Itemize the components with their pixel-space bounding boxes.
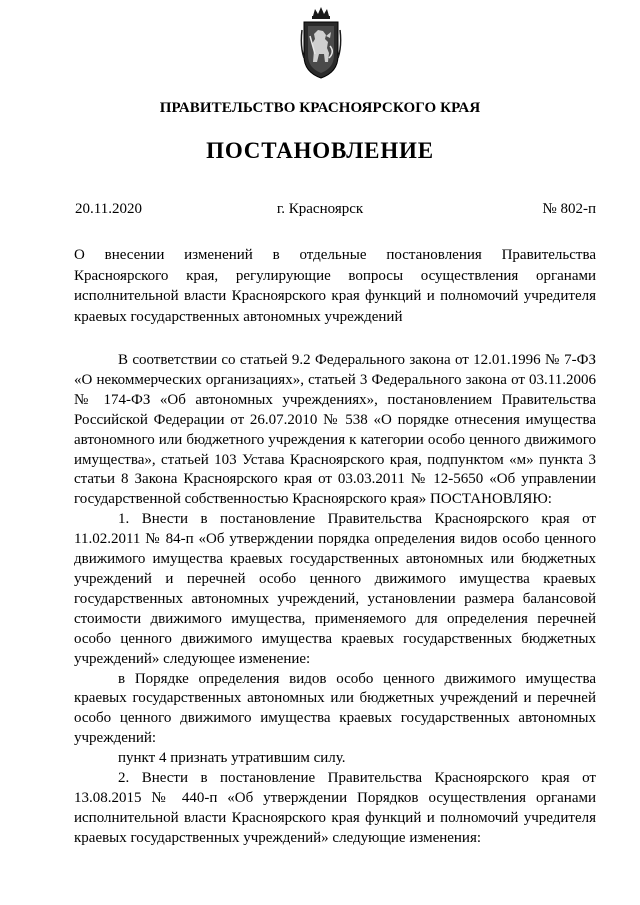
body-paragraph-preamble: В соответствии со статьей 9.2 Федерального закона от 12.01.1996 № 7-ФЗ «О некоммерческих организациях», статьей 3 Федерального закона от 03.11.2006 № 174-ФЗ «Об автономных учреждениях», постановлением Правительства Российской Федерации от 26.07.2010 № 538 «О порядке отнесения имущества автономного или бюджетного учреждения к категории особо ценного движимого имущества», статьей 103 Устава Красноярского края, подпунктом «м» пункта 3 статьи 8 Закона Красноярского края от 03.03.2011 № 12-5650 «Об управлении государственной собственностью Красноярского края» ПОСТАНОВЛЯЮ: [74,352,596,508]
document-subject: О внесении изменений в отдельные постановления Правительства Красноярского края, регулирующие вопросы осуществления органами исполнительной власти Красноярского края функций и полномочий учредителя краевых государственных автономных учреждений [74,247,596,325]
document-date: 20.11.2020 [75,201,142,217]
document-number: № 802-п [542,201,596,217]
government-title: ПРАВИТЕЛЬСТВО КРАСНОЯРСКОГО КРАЯ [159,100,481,116]
document-body [74,351,596,849]
document-type-heading: ПОСТАНОВЛЕНИЕ [206,138,434,163]
coat-of-arms-icon [300,6,342,80]
body-paragraph-item-2: 2. Внести в постановление Правительства Красноярского края от 13.08.2015 № 440-п «Об утверждении Порядков осуществления органами исполнительной власти Красноярского края функций и полномочий учредителя краевых государственных учреждений» следующие изменения: [74,770,596,846]
document-city: г. Красноярск [276,201,364,217]
body-paragraph-item-1-change: пункт 4 признать утратившим силу. [118,750,346,767]
body-paragraph-item-1-sub: в Порядке определения видов особо ценного движимого имущества краевых государственных автономных или бюджетных учреждений и перечней особо ценного движимого имущества краевых государственных автономных учреждений: [74,670,596,747]
body-paragraph-item-1: 1. Внести в постановление Правительства Красноярского края от 11.02.2011 № 84-п «Об утверждении порядка определения видов особо ценного движимого имущества краевых государственных автономных или бюджетных учреждений и перечней особо ценного движимого имущества краевых государственных автономных учреждений, установлении размера балансовой стоимости движимого имущества, применяемого для определения перечней особо ценного движимого имущества краевых государственных бюджетных учреждений» следующее изменение: [74,511,596,667]
